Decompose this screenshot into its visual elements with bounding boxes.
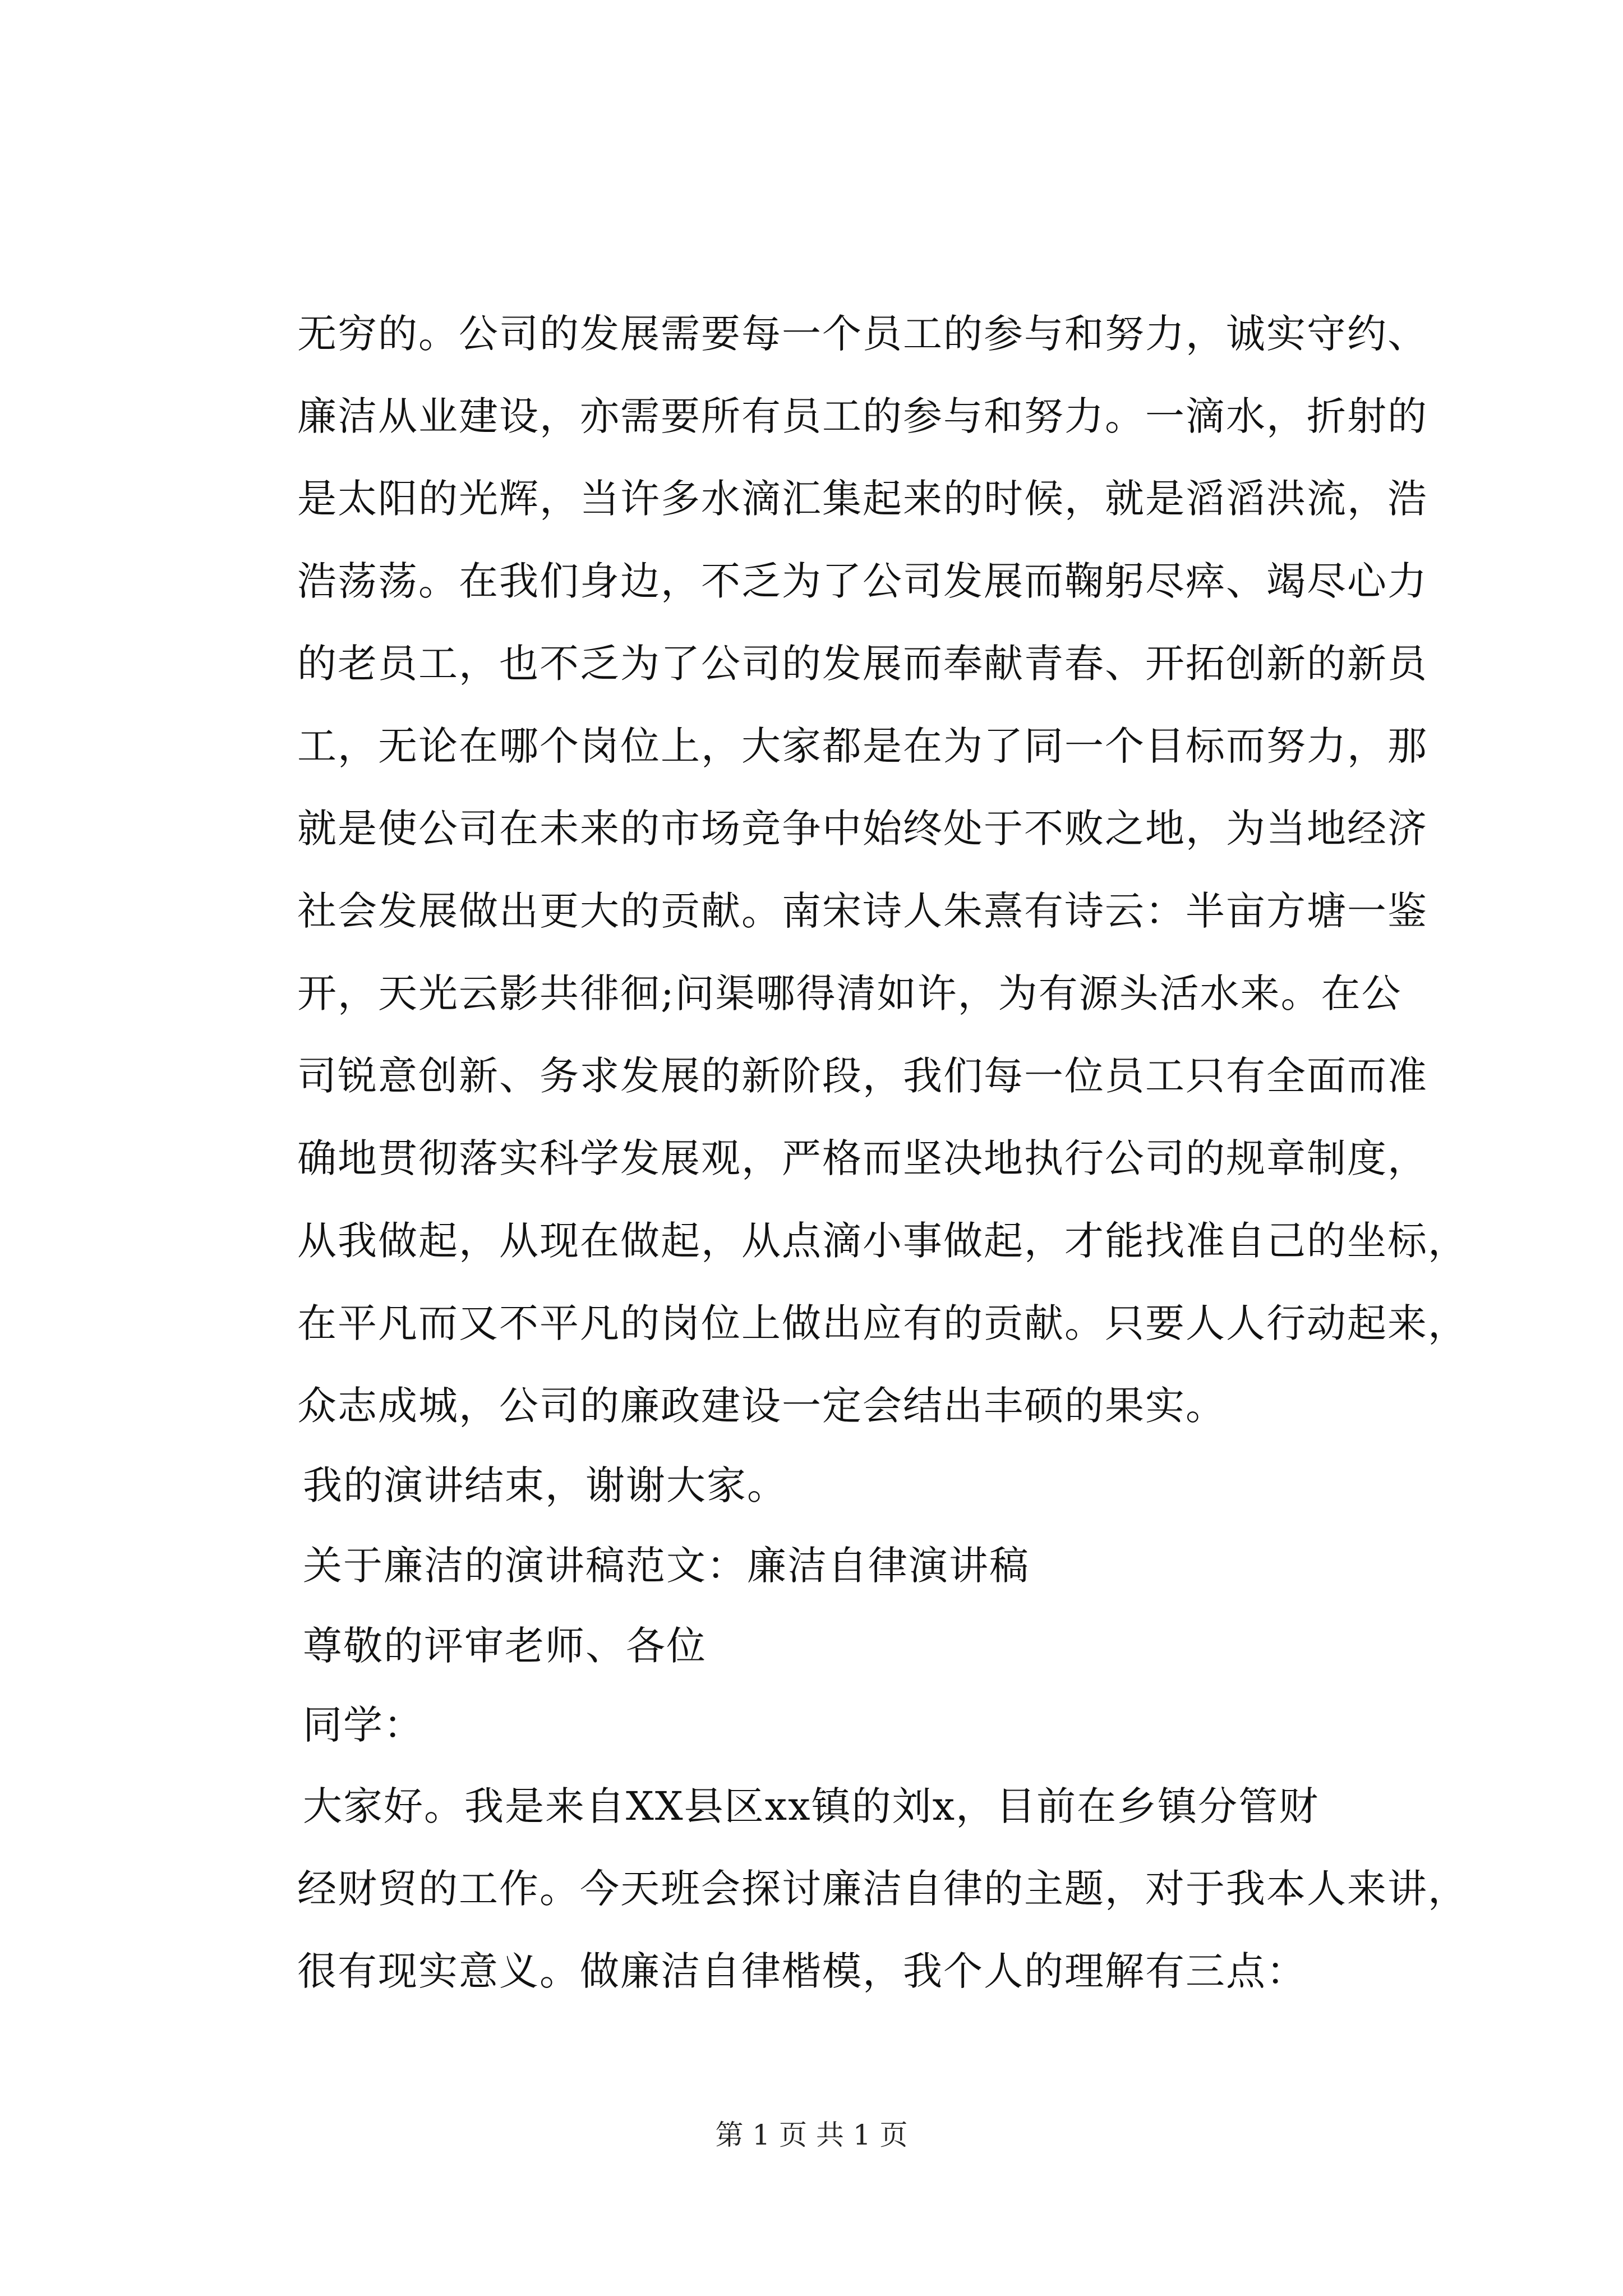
text-line: 开，天光云影共徘徊;问渠哪得清如许，为有源头活水来。在公 (297, 970, 1402, 1016)
text-line: 浩荡荡。在我们身边，不乏为了公司发展而鞠躬尽瘁、竭尽心力 (297, 558, 1428, 604)
text-line: 廉洁从业建设，亦需要所有员工的参与和努力。一滴水，折射的 (297, 393, 1428, 439)
page-footer: 第 1 页 共 1 页 (715, 2119, 908, 2151)
salutation-line: 尊敬的评审老师、各位 (303, 1623, 707, 1669)
salutation-line: 同学： (303, 1702, 424, 1748)
text-line: 是太阳的光辉，当许多水滴汇集起来的时候，就是滔滔洪流，浩 (297, 476, 1428, 522)
text-line: 工，无论在哪个岗位上，大家都是在为了同一个目标而努力，那 (297, 723, 1428, 769)
text-line: 很有现实意义。做廉洁自律楷模，我个人的理解有三点： (297, 1948, 1307, 1994)
text-line: 无穷的。公司的发展需要每一个员工的参与和努力，诚实守约、 (297, 311, 1428, 357)
text-line: 众志成城，公司的廉政建设一定会结出丰硕的果实。 (297, 1383, 1226, 1429)
text-line: 社会发展做出更大的贡献。南宋诗人朱熹有诗云：半亩方塘一鉴 (297, 888, 1428, 934)
text-line: 就是使公司在未来的市场竞争中始终处于不败之地，为当地经济 (297, 806, 1428, 852)
text-line: 大家好。我是来自XX县区xx镇的刘x，目前在乡镇分管财 (303, 1783, 1320, 1829)
section-title: 关于廉洁的演讲稿范文：廉洁自律演讲稿 (303, 1543, 1030, 1589)
text-line: 确地贯彻落实科学发展观，严格而坚决地执行公司的规章制度， (297, 1135, 1428, 1181)
text-line: 在平凡而又不平凡的岗位上做出应有的贡献。只要人人行动起来， (297, 1300, 1468, 1346)
text-line: 的老员工，也不乏为了公司的发展而奉献青春、开拓创新的新员 (297, 641, 1428, 687)
text-line: 经财贸的工作。今天班会探讨廉洁自律的主题，对于我本人来讲， (297, 1866, 1468, 1912)
closing-line: 我的演讲结束，谢谢大家。 (303, 1462, 787, 1508)
text-line: 从我做起，从现在做起，从点滴小事做起，才能找准自己的坐标， (297, 1218, 1468, 1264)
text-line: 司锐意创新、务求发展的新阶段，我们每一位员工只有全面而准 (297, 1053, 1428, 1099)
